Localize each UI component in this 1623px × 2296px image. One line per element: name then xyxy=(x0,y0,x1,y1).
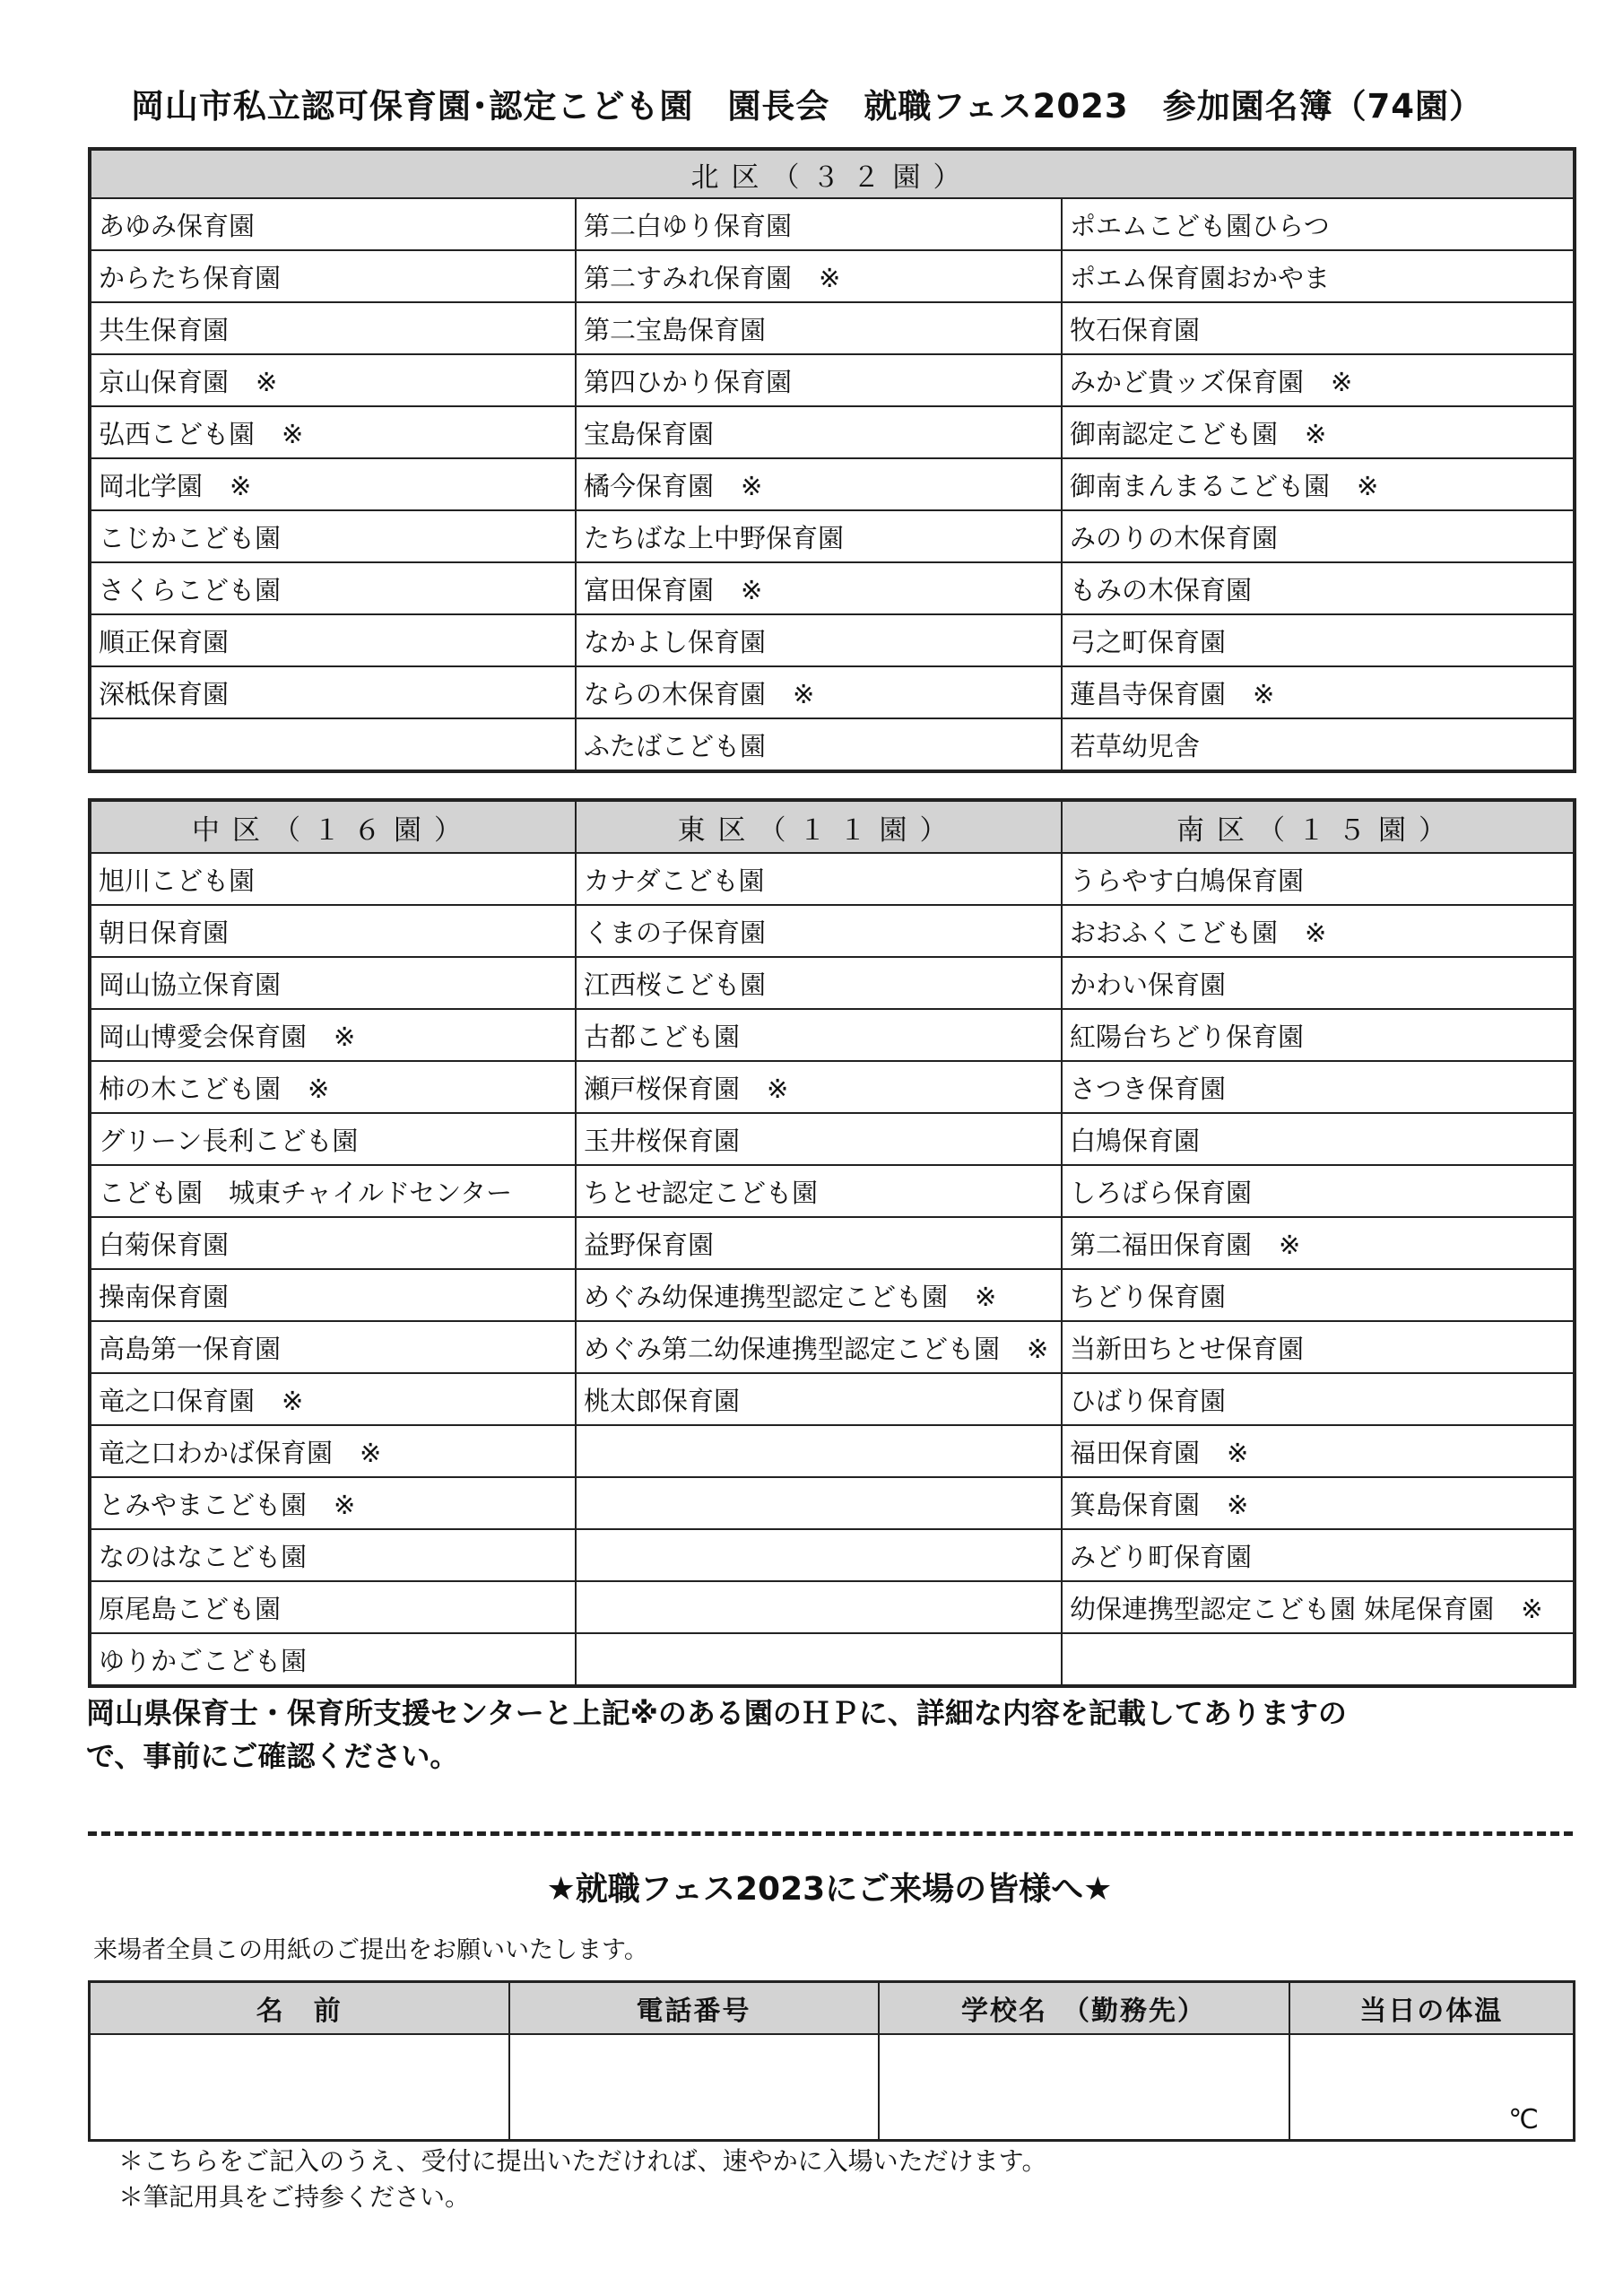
nursery-cell xyxy=(1062,1373,1575,1425)
nursery-name: 桃太郎保育園 xyxy=(584,1385,741,1416)
school-field[interactable] xyxy=(879,2034,1289,2141)
nursery-cell xyxy=(1062,1165,1575,1217)
nursery-cell xyxy=(576,1321,1062,1373)
phone-field[interactable] xyxy=(509,2034,879,2141)
website-mark: ※ xyxy=(1305,917,1327,948)
table-row xyxy=(90,853,1575,905)
nursery-cell xyxy=(1062,718,1575,771)
nursery-cell xyxy=(90,1061,576,1113)
nursery-cell xyxy=(576,1165,1062,1217)
website-mark: ※ xyxy=(741,470,763,501)
nursery-name: うらやす白鳩保育園 xyxy=(1070,865,1305,896)
nursery-cell xyxy=(90,1269,576,1321)
nursery-name: さつき保育園 xyxy=(1070,1073,1227,1104)
table-row xyxy=(90,1477,1575,1529)
table-row xyxy=(90,458,1575,510)
minami-ward-header: 南区（１５園） xyxy=(1062,800,1575,853)
nursery-cell xyxy=(1062,853,1575,905)
website-mark: ※ xyxy=(819,262,841,293)
nursery-name: 蓮昌寺保育園 xyxy=(1070,678,1227,709)
temperature-field[interactable] xyxy=(1289,2034,1575,2141)
nursery-name: 朝日保育園 xyxy=(99,917,230,948)
phone-column-header: 電話番号 xyxy=(509,1982,879,2035)
nursery-cell xyxy=(1062,198,1575,250)
nursery-name: 第二白ゆり保育園 xyxy=(584,210,793,241)
nursery-name: 岡山協立保育園 xyxy=(99,969,282,1000)
visitor-section-title: ★就職フェス2023にご来場の皆様へ★ xyxy=(546,1871,1113,1908)
nursery-name: 旭川こども園 xyxy=(99,865,256,896)
nursery-name: 富田保育園 xyxy=(584,574,715,605)
nursery-name: 第二宝島保育園 xyxy=(584,314,767,345)
nursery-name: 当新田ちとせ保育園 xyxy=(1070,1333,1305,1364)
nursery-cell xyxy=(576,302,1062,354)
nursery-cell xyxy=(1062,614,1575,666)
nursery-name: 橘今保育園 xyxy=(584,470,715,501)
nursery-name: しろばら保育園 xyxy=(1070,1177,1253,1208)
nursery-cell xyxy=(90,1321,576,1373)
nursery-name: 牧石保育園 xyxy=(1070,314,1201,345)
nursery-cell xyxy=(90,957,576,1009)
nursery-name: 第四ひかり保育園 xyxy=(584,366,793,397)
nursery-cell xyxy=(1062,1269,1575,1321)
nursery-name: 京山保育園 xyxy=(99,366,230,397)
nursery-cell xyxy=(576,510,1062,562)
website-mark: ※ xyxy=(1027,1333,1049,1364)
nursery-name: 益野保育園 xyxy=(584,1229,715,1260)
nursery-cell xyxy=(1062,1581,1575,1633)
nursery-name: 高島第一保育園 xyxy=(99,1333,282,1364)
nursery-cell xyxy=(576,1373,1062,1425)
nursery-name: 若草幼児舎 xyxy=(1070,730,1201,761)
nursery-cell xyxy=(90,614,576,666)
nursery-name: 江西桜こども園 xyxy=(584,969,767,1000)
school-column-header: 学校名 （勤務先） xyxy=(879,1982,1289,2035)
nursery-cell xyxy=(90,905,576,957)
nursery-cell xyxy=(1062,302,1575,354)
website-mark: ※ xyxy=(308,1073,330,1104)
nursery-name: 第二福田保育園 xyxy=(1070,1229,1253,1260)
empty-cell xyxy=(576,1633,1062,1686)
nursery-name: ポエムこども園ひらつ xyxy=(1070,210,1330,241)
nursery-cell xyxy=(576,853,1062,905)
nursery-name: 箕島保育園 xyxy=(1070,1489,1201,1520)
website-mark: ※ xyxy=(793,678,815,709)
nursery-name: 弓之町保育園 xyxy=(1070,626,1227,657)
nursery-cell xyxy=(1062,1113,1575,1165)
nursery-cell xyxy=(1062,1217,1575,1269)
nursery-name: 第二すみれ保育園 xyxy=(584,262,793,293)
nursery-name: 竜之口わかば保育園 xyxy=(99,1437,334,1468)
submission-instruction: 来場者全員この用紙のご提出をお願いいたします。 xyxy=(93,1936,648,1964)
nursery-name: ひばり保育園 xyxy=(1070,1385,1227,1416)
nursery-name: 原尾島こども園 xyxy=(99,1593,282,1624)
nursery-cell xyxy=(90,666,576,718)
footnote-2: ＊筆記用具をご持参ください。 xyxy=(118,2182,471,2212)
table-row xyxy=(90,1425,1575,1477)
empty-cell xyxy=(576,1581,1062,1633)
nursery-cell xyxy=(576,562,1062,614)
kita-ward-header: 北区（３２園） xyxy=(90,149,1575,198)
website-mark: ※ xyxy=(256,366,278,397)
nursery-cell xyxy=(90,853,576,905)
nursery-name: 瀬戸桜保育園 xyxy=(584,1073,741,1104)
page-title: 岡山市私立認可保育園･認定こども園 園長会 就職フェス2023 参加園名簿（74園） xyxy=(130,87,1484,126)
nursery-cell xyxy=(576,1217,1062,1269)
nursery-name: 御南まんまるこども園 xyxy=(1070,470,1331,501)
nursery-name: 古都こども園 xyxy=(584,1021,741,1052)
nursery-name: 深柢保育園 xyxy=(99,678,230,709)
website-mark: ※ xyxy=(360,1437,382,1468)
website-mark: ※ xyxy=(767,1073,789,1104)
cut-line-divider xyxy=(88,1831,1573,1836)
nursery-cell xyxy=(90,562,576,614)
nursery-name: ならの木保育園 xyxy=(584,678,767,709)
website-mark: ※ xyxy=(282,418,304,449)
nursery-cell xyxy=(576,406,1062,458)
nursery-name: なかよし保育園 xyxy=(584,626,767,657)
nursery-cell xyxy=(1062,250,1575,302)
empty-cell xyxy=(576,1529,1062,1581)
nursery-cell xyxy=(576,1269,1062,1321)
name-field[interactable] xyxy=(90,2034,509,2141)
website-mark: ※ xyxy=(975,1281,997,1312)
table-row xyxy=(90,718,1575,771)
table-row xyxy=(90,1009,1575,1061)
nursery-cell xyxy=(90,1217,576,1269)
nursery-cell xyxy=(1062,510,1575,562)
notice-line-2: で、事前にご確認ください。 xyxy=(86,1739,459,1773)
nursery-name: 操南保育園 xyxy=(99,1281,230,1312)
nursery-cell xyxy=(90,1373,576,1425)
nursery-name: みかど貴ッズ保育園 xyxy=(1070,366,1305,397)
nursery-cell xyxy=(90,250,576,302)
website-mark: ※ xyxy=(1521,1593,1543,1624)
nursery-cell xyxy=(1062,666,1575,718)
table-row xyxy=(90,1165,1575,1217)
website-mark: ※ xyxy=(1331,366,1353,397)
nursery-cell xyxy=(90,458,576,510)
nursery-cell xyxy=(576,718,1062,771)
nursery-name: 順正保育園 xyxy=(99,626,230,657)
nursery-cell xyxy=(90,406,576,458)
nursery-name: 岡山博愛会保育園 xyxy=(99,1021,308,1052)
table-row xyxy=(90,1217,1575,1269)
nursery-cell xyxy=(90,198,576,250)
nursery-name: くまの子保育園 xyxy=(584,917,767,948)
table-row xyxy=(90,957,1575,1009)
table-row xyxy=(90,1633,1575,1686)
notice-text xyxy=(86,1692,1566,1778)
nursery-cell xyxy=(90,510,576,562)
nursery-cell xyxy=(90,354,576,406)
table-row xyxy=(90,562,1575,614)
nursery-cell xyxy=(90,1113,576,1165)
nursery-name: 紅陽台ちどり保育園 xyxy=(1070,1021,1305,1052)
nursery-name: とみやまこども園 xyxy=(99,1489,308,1520)
nursery-cell xyxy=(1062,1061,1575,1113)
nursery-name: 弘西こども園 xyxy=(99,418,256,449)
table-row xyxy=(90,1529,1575,1581)
table-row xyxy=(90,666,1575,718)
nursery-name: 御南認定こども園 xyxy=(1070,418,1279,449)
nursery-name: カナダこども園 xyxy=(584,865,765,896)
table-row xyxy=(90,1373,1575,1425)
website-mark: ※ xyxy=(1357,470,1379,501)
nursery-name: 竜之口保育園 xyxy=(99,1385,256,1416)
nursery-cell xyxy=(1062,1477,1575,1529)
nursery-name: 白菊保育園 xyxy=(99,1229,230,1260)
nursery-cell xyxy=(1062,1321,1575,1373)
nursery-cell xyxy=(1062,354,1575,406)
nursery-name: からたち保育園 xyxy=(99,262,282,293)
nursery-name: めぐみ幼保連携型認定こども園 xyxy=(584,1281,949,1312)
nursery-cell xyxy=(90,1009,576,1061)
website-mark: ※ xyxy=(1305,418,1327,449)
nursery-name: ふたばこども園 xyxy=(584,730,767,761)
table-row xyxy=(90,354,1575,406)
empty-cell xyxy=(576,1425,1062,1477)
table-row xyxy=(90,198,1575,250)
higashi-ward-header: 東区（１１園） xyxy=(576,800,1062,853)
nursery-cell xyxy=(576,458,1062,510)
nursery-cell xyxy=(90,1477,576,1529)
nursery-cell xyxy=(90,1165,576,1217)
website-mark: ※ xyxy=(1253,678,1275,709)
visitor-form-table xyxy=(88,1980,1575,2142)
table-row xyxy=(90,1321,1575,1373)
nursery-name: あゆみ保育園 xyxy=(99,210,256,241)
nursery-name: 共生保育園 xyxy=(99,314,230,345)
table-row xyxy=(90,302,1575,354)
nursery-cell xyxy=(576,354,1062,406)
table-row xyxy=(90,1061,1575,1113)
temperature-column-header: 当日の体温 xyxy=(1289,1982,1575,2035)
nursery-cell xyxy=(576,1009,1062,1061)
nursery-cell xyxy=(576,614,1062,666)
nursery-name: ちどり保育園 xyxy=(1070,1281,1227,1312)
nursery-cell xyxy=(1062,1009,1575,1061)
kita-ward-table xyxy=(88,147,1576,773)
nursery-cell xyxy=(576,250,1062,302)
empty-cell xyxy=(1062,1633,1575,1686)
website-mark: ※ xyxy=(1227,1437,1249,1468)
website-mark: ※ xyxy=(282,1385,304,1416)
nursery-name: 宝島保育園 xyxy=(584,418,715,449)
celsius-unit: ℃ xyxy=(1508,2104,1539,2135)
nursery-cell xyxy=(576,198,1062,250)
empty-cell xyxy=(576,1477,1062,1529)
nursery-cell xyxy=(1062,458,1575,510)
nursery-name: こども園 城東チャイルドセンター xyxy=(99,1177,513,1208)
website-mark: ※ xyxy=(334,1489,356,1520)
nursery-cell xyxy=(576,1113,1062,1165)
nursery-name: こじかこども園 xyxy=(99,522,282,553)
table-row xyxy=(90,905,1575,957)
table-row xyxy=(90,250,1575,302)
nursery-name: たちばな上中野保育園 xyxy=(584,522,845,553)
nursery-name: 玉井桜保育園 xyxy=(584,1125,741,1156)
nursery-cell xyxy=(576,666,1062,718)
nursery-cell xyxy=(1062,562,1575,614)
name-column-header: 名 前 xyxy=(90,1982,509,2035)
nursery-name: さくらこども園 xyxy=(99,574,282,605)
nursery-cell xyxy=(90,1581,576,1633)
nursery-name: みのりの木保育園 xyxy=(1070,522,1279,553)
nursery-name: ゆりかごこども園 xyxy=(99,1645,308,1676)
website-mark: ※ xyxy=(1279,1229,1301,1260)
table-row xyxy=(90,406,1575,458)
nursery-name: 福田保育園 xyxy=(1070,1437,1201,1468)
footnote-1: ＊こちらをご記入のうえ、受付に提出いただければ、速やかに入場いただけます。 xyxy=(118,2146,1047,2176)
nursery-cell xyxy=(1062,1425,1575,1477)
nursery-cell xyxy=(1062,406,1575,458)
website-mark: ※ xyxy=(1227,1489,1249,1520)
nursery-name: もみの木保育園 xyxy=(1070,574,1253,605)
nursery-name: おおふくこども園 xyxy=(1070,917,1279,948)
nursery-name: めぐみ第二幼保連携型認定こども園 xyxy=(584,1333,1001,1364)
website-mark: ※ xyxy=(741,574,763,605)
nursery-name: 幼保連携型認定こども園 妹尾保育園 xyxy=(1070,1593,1495,1624)
table-row xyxy=(90,614,1575,666)
empty-cell xyxy=(90,718,576,771)
table-row xyxy=(90,1269,1575,1321)
nursery-cell xyxy=(1062,1529,1575,1581)
nursery-name: ちとせ認定こども園 xyxy=(584,1177,819,1208)
nursery-cell xyxy=(576,905,1062,957)
naka-higashi-minami-table xyxy=(88,798,1576,1688)
nursery-name: なのはなこども園 xyxy=(99,1541,308,1572)
nursery-cell xyxy=(1062,905,1575,957)
nursery-cell xyxy=(90,1425,576,1477)
nursery-cell xyxy=(576,1061,1062,1113)
nursery-cell xyxy=(576,957,1062,1009)
table-row xyxy=(90,510,1575,562)
nursery-cell xyxy=(90,302,576,354)
nursery-name: 白鳩保育園 xyxy=(1070,1125,1201,1156)
nursery-cell xyxy=(90,1633,576,1686)
table-row xyxy=(90,1113,1575,1165)
naka-ward-header: 中区（１６園） xyxy=(90,800,576,853)
website-mark: ※ xyxy=(230,470,252,501)
nursery-name: かわい保育園 xyxy=(1070,969,1227,1000)
notice-line-1: 岡山県保育士・保育所支援センターと上記※のある園のＨＰに、詳細な内容を記載してありますの xyxy=(86,1696,1347,1730)
table-row xyxy=(90,1581,1575,1633)
nursery-name: ポエム保育園おかやま xyxy=(1070,262,1331,293)
website-mark: ※ xyxy=(334,1021,356,1052)
nursery-name: みどり町保育園 xyxy=(1070,1541,1253,1572)
nursery-name: 柿の木こども園 xyxy=(99,1073,282,1104)
nursery-cell xyxy=(1062,957,1575,1009)
nursery-name: グリーン長利こども園 xyxy=(99,1125,359,1156)
nursery-cell xyxy=(90,1529,576,1581)
nursery-name: 岡北学園 xyxy=(99,470,204,501)
